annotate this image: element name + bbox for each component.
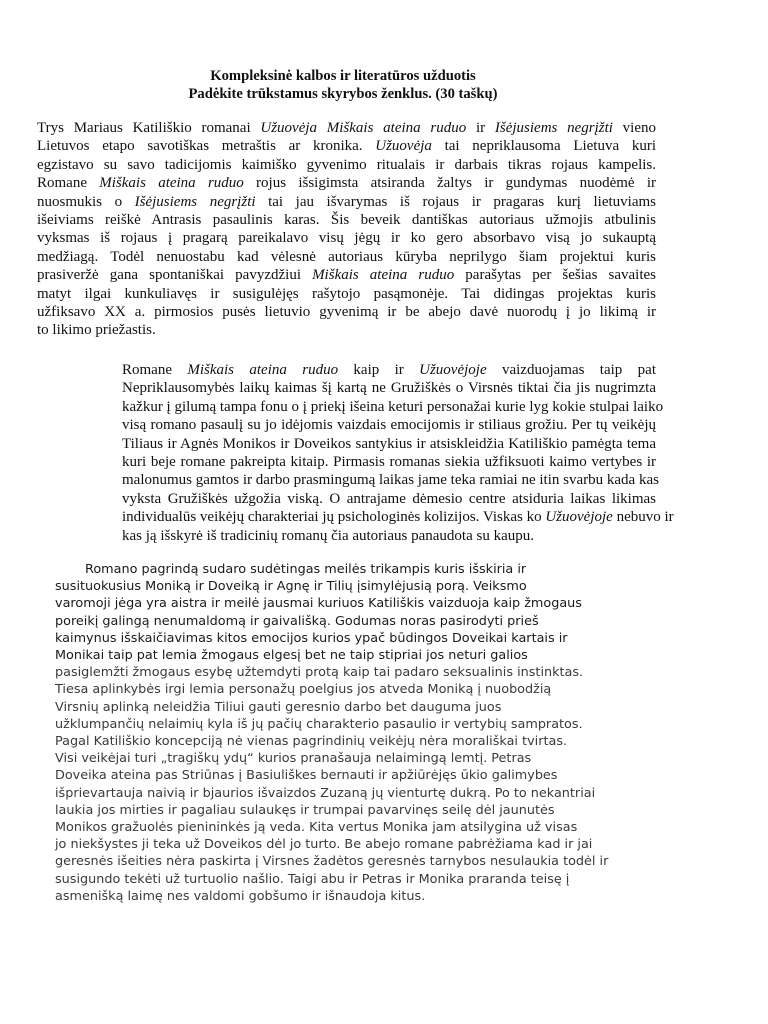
text-line: medžiagą. Todėl nenuostabu kad vėlesnė autoriaus kūryba neprilygo šiam projektui kuris xyxy=(37,248,656,265)
text-line: malonumus gamtos ir darbo prasmingumą laikas jame teka ramiai ne itin svarbu kada kas xyxy=(122,472,659,489)
italic-title: Išėjusiems negrįžti xyxy=(494,120,613,136)
text-line: matyt ilgai kunkuliavęs ir susigulėjęs rašytojo pasąmonėje. Tai didingas projektas kuris xyxy=(37,285,656,302)
text-line: išprievartauja naivią ir bjaurios išvaizdos Zuzaną jų vienturtę dukrą. Po to nekantriai xyxy=(55,785,596,801)
text-line: išeiviams reiškė Antrasis pasaulinis karas. Šis beveik dantiškas autoriaus užmojis atbulinis xyxy=(37,212,656,229)
text-line: vyksta Gružiškės užgožia viską. O antrajame dėmesio centre atsiduria laikas likimas xyxy=(122,490,656,507)
paragraph-1 xyxy=(37,119,656,340)
italic-title: Užuovėjoje xyxy=(545,509,613,526)
text-line: kaimynus išskaičiavimas kitos emocijos kurios ypač būdingos Doveikai kartais ir xyxy=(55,630,568,646)
text-line: geresnės išeities nėra paskirta į Virsnes žadėtos geresnės tarnybos nesulaukia todėl ir xyxy=(55,854,609,870)
italic-title: Išėjusiems negrįžti xyxy=(134,193,256,210)
text-line: Monikai taip pat lemia žmogaus elgesį bet ne taip stipriai jos neturi galios xyxy=(55,648,528,664)
document-title: Kompleksinė kalbos ir literatūros užduotis xyxy=(210,68,476,84)
text-line: Pagal Katiliškio koncepciją nė vienas pagrindinių veikėjų nėra morališkai tvirtas. xyxy=(55,734,568,750)
text-line: varomoji jėga yra aistra ir meilė jausmai kuriuos Katiliškis vaizduoja kaip žmogaus xyxy=(55,596,582,612)
text-line: užfiksavo XX a. pirmosios pusės lietuvio gyvenimą ir be abejo davė nuorodų į jo likimą ir xyxy=(37,304,656,321)
text-line: Tiliaus ir Agnės Monikos ir Doveikos santykius ir atsiskleidžia Katiliškio pamėgta tema xyxy=(122,435,656,452)
text-line: prasiveržė gana spontaniškai pavyzdžiui Miškais ateina ruduo parašytas per šešias savaites xyxy=(37,267,656,284)
text-line: jo niekšystes ji teka už Doveikos dėl jo turto. Be abejo romane pabrėžiama kad ir jai xyxy=(55,837,593,853)
italic-title: Užuovėja xyxy=(375,138,432,155)
text-line: laukia jos mirties ir pagaliau sulaukęs ir trumpai pavarvinęs seilę dėl jaunutės xyxy=(55,802,555,818)
text-line: Romano pagrindą sudaro sudėtingas meilės trikampis kuris išskiria ir xyxy=(85,562,527,577)
title-block xyxy=(0,67,686,103)
italic-title: Užuovėjoje xyxy=(419,362,487,378)
text-line: užklumpančių nelaimių kyla iš jų pačių charakterio pasaulio ir vertybių sampratos. xyxy=(55,716,583,732)
text-line: Lietuvos etapo savotiškas metraštis ar kronika. Užuovėja tai nepriklausoma Lietuva kuri xyxy=(37,138,656,155)
text-line: to likimo priežastis. xyxy=(37,322,156,339)
italic-title: Miškais ateina ruduo xyxy=(312,267,455,284)
text-line: asmenišką laimę nes valdomi gobšumo ir išnaudoja kitus. xyxy=(55,888,426,904)
text-line: Romane Miškais ateina ruduo rojus išsigimsta atsiranda žaltys ir gundymas nuodėmė ir xyxy=(37,175,657,192)
text-line: Visi veikėjai turi „tragiškų ydų“ kurios pranašauja nelaimingą lemtį. Petras xyxy=(55,751,532,767)
text-line: Trys Mariaus Katiliškio romanai Užuovėja Miškais ateina ruduo ir Išėjusiems negrįžti vieno xyxy=(37,120,656,136)
text-line: Virsnių aplinką neleidžia Tiliui gauti geresnio darbo bet dauguma juos xyxy=(55,699,502,715)
italic-title: Užuovėja Miškais ateina ruduo xyxy=(260,120,467,136)
text-line: Monikos gražuolės pienininkės ją veda. Kita vertus Monika jam atsilygina už visas xyxy=(55,820,578,836)
text-line: Tiesa aplinkybės irgi lemia personažų poelgius jos atveda Moniką į nuobodžią xyxy=(55,682,552,698)
paragraph-2 xyxy=(37,361,674,545)
text-line: nuosmukis o Išėjusiems negrįžti tai jau išvarymas iš rojaus ir pragaras kurį lietuviams xyxy=(37,193,656,210)
text-line: kažkur į gilumą tampa fonu o į priekį išeina keturi personažai kurie lyg kokie stulpai laiko xyxy=(122,398,664,415)
document-subtitle: Padėkite trūkstamus skyrybos ženklus. (30 taškų) xyxy=(188,86,498,102)
text-line: individualūs veikėjų charakteriai jų psichologinės kolizijos. Viskas ko Užuovėjoje nebuvo ir xyxy=(122,509,674,526)
text-line: visą romano pasaulį su jo idėjomis vaizdais emocijomis ir stiliaus grožiu. Per tų veikėjų xyxy=(122,417,656,434)
text-line: Nepriklausomybės laikų kaimas šį kartą ne Gružiškės o Virsnės tiktai čia jis nugrimzta xyxy=(122,380,656,397)
text-line: Romane Miškais ateina ruduo kaip ir Užuovėjoje vaizduojamas taip pat xyxy=(122,362,656,378)
text-line: kuri beje romane pakreipta kitaip. Pirmasis romanas siekia užfiksuoti kaimo vertybes ir xyxy=(122,454,656,471)
text-line: Doveika ateina pas Striūnas į Basiuliškes bernauti ir apžiūrėjęs ūkio galimybes xyxy=(55,768,558,784)
paragraph-3 xyxy=(55,561,635,905)
text-line: susigundo tekėti už turtuolio našlio. Taigi abu ir Petras ir Monika praranda teisę į xyxy=(55,871,570,887)
text-line: pasiglemžti žmogaus esybę užtemdyti protą kaip tai padaro seksualinis instinktas. xyxy=(55,665,584,681)
text-line: kas ją išskyrė iš tradicinių romanų čia autoriaus panaudota su kaupu. xyxy=(122,527,534,544)
text-line: poreikį galingą nenumaldomą ir gaivališką. Godumas noras pasirodyti prieš xyxy=(55,613,539,629)
italic-title: Miškais ateina ruduo xyxy=(99,175,244,192)
text-line: susituokusius Moniką ir Doveiką ir Agnę ir Tilių įsimylėjusią porą. Veiksmo xyxy=(55,579,527,595)
text-line: egzistavo su savo tadicijomis kaimiško gyvenimo ritualais ir darbais tikras rojaus kampelis. xyxy=(37,156,656,173)
text-line: vyksmas iš rojaus į pragarą pareikalavo visų jėgų ir ko gero absorbavo visą jo sukauptą xyxy=(37,230,656,247)
italic-title: Miškais ateina ruduo xyxy=(187,362,339,378)
